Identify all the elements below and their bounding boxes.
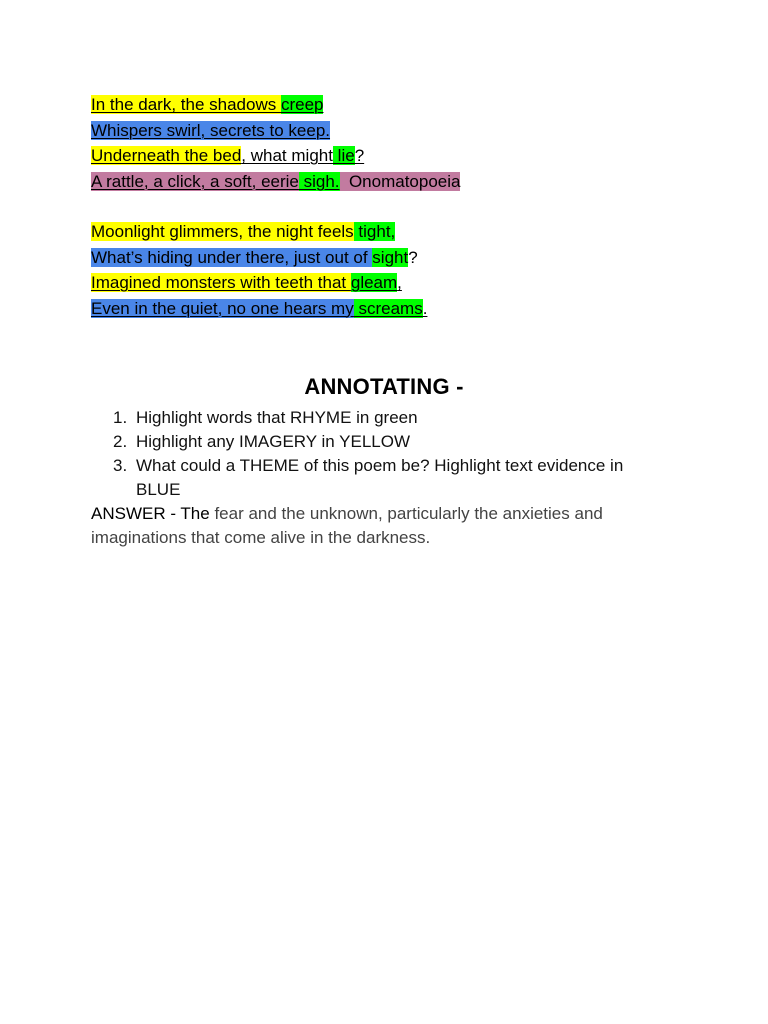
poem-text-segment: Even in the quiet, no one hears my (91, 298, 354, 318)
instruction-text: Highlight words that RHYME in green (136, 408, 418, 427)
poem-text-segment: Moonlight glimmers, the night feels (91, 222, 354, 241)
stanza-gap (91, 194, 460, 219)
poem-text-segment: , (397, 273, 402, 292)
poem-text-segment: . (422, 298, 428, 318)
instruction-item-3 (91, 454, 651, 502)
poem-text-segment: Imagined monsters with teeth that (91, 273, 351, 292)
instruction-number: 1. (113, 408, 128, 427)
poem-text-segment: A rattle, a click, a soft, eerie (91, 171, 299, 191)
poem-line (91, 169, 460, 195)
poem-stanza-1 (91, 92, 460, 194)
poem-line (91, 143, 460, 169)
poem-text-segment: What’s hiding under there, just out of (91, 247, 373, 267)
poem-stanza-2 (91, 219, 460, 321)
rhyme-word: sigh. (298, 171, 340, 191)
poem-text-segment: Underneath the bed (91, 146, 242, 165)
poem-line (91, 270, 460, 296)
poem-line (91, 219, 460, 245)
poem-text-segment: Whispers swirl, secrets to keep. (91, 120, 331, 140)
poem-text-segment: ? (408, 247, 418, 267)
poem (91, 92, 460, 321)
poem-line (91, 92, 460, 118)
annotating-heading: ANNOTATING - (304, 374, 464, 399)
instruction-text: What could a THEME of this poem be? Highlight text evidence in BLUE (136, 456, 624, 499)
rhyme-word: screams (353, 298, 423, 318)
annotating-instructions (91, 406, 651, 550)
instruction-item-1 (91, 406, 651, 430)
rhyme-word: tight, (353, 222, 396, 241)
rhyme-word: lie (332, 146, 355, 165)
answer-paragraph (91, 502, 651, 550)
poem-line (91, 118, 460, 144)
poem-text-segment: Onomatopoeia (339, 171, 461, 191)
instruction-text: Highlight any IMAGERY in YELLOW (136, 432, 411, 451)
rhyme-word: gleam (350, 273, 398, 292)
instruction-item-2 (91, 430, 651, 454)
poem-text-segment: , what might (241, 146, 333, 165)
poem-line (91, 296, 460, 322)
instruction-number: 2. (113, 432, 128, 451)
answer-label: ANSWER - The (91, 504, 210, 523)
rhyme-word: sight (372, 247, 409, 267)
rhyme-word: creep (280, 95, 324, 114)
answer-text: fear and the unknown, particularly the anxieties and imaginations that come alive in the darkness. (91, 504, 603, 547)
poem-line (91, 245, 460, 271)
poem-text-segment: In the dark, the shadows (91, 95, 281, 114)
instruction-number: 3. (113, 456, 128, 475)
poem-text-segment: ? (354, 146, 365, 165)
